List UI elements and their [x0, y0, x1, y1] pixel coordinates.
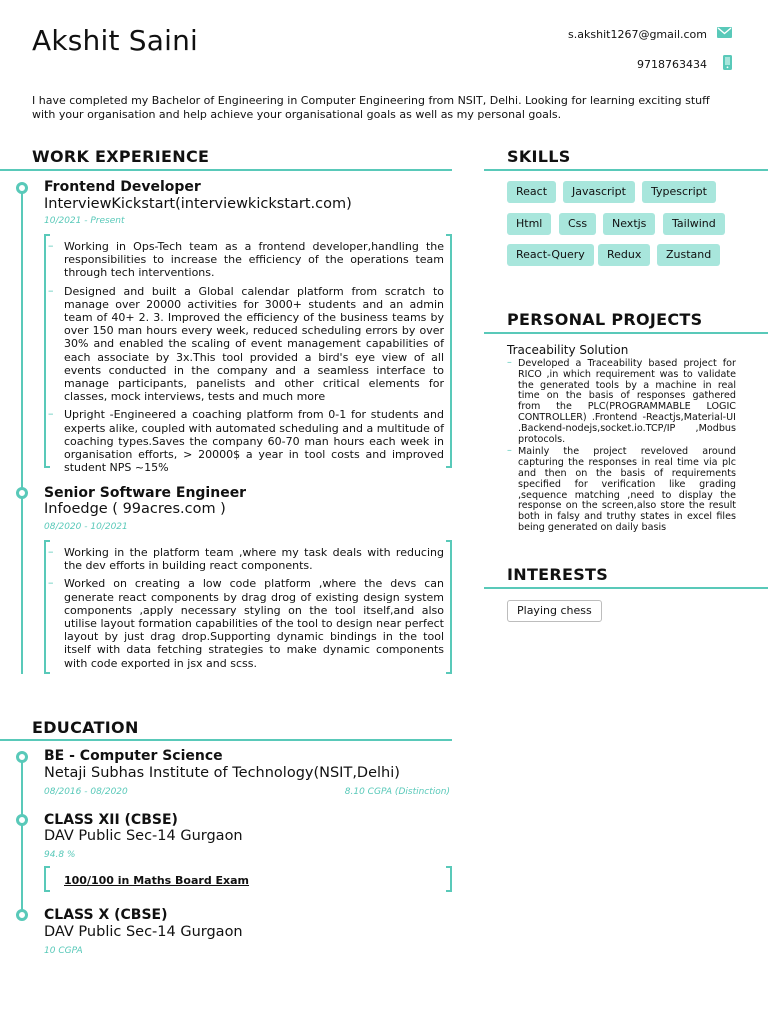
education-grade: 10 CGPA [44, 946, 83, 956]
job-bullet: – Designed and built a Global calendar platform from scratch to manage over 20000 activities for 3000+ students and an admin team of 40+ 2. 3. Improved the efficiency of the business teams by over 150 man hours every week, reduced scheduling errors by over 30% and enabled the scaling of event management capabilities of each associate by 3x.This tool provided a bird's eye view of all events conducted in the company and a seamless interface to manage participants, panelists and other critical elements for classes, mock interviews, tests and much more [46, 285, 444, 404]
skill-chip: Redux [598, 244, 650, 266]
envelope-icon [717, 27, 732, 41]
job-date: 10/2021 - Present [44, 216, 125, 226]
education-divider [0, 739, 452, 741]
job-company: Infoedge ( 99acres.com ) [44, 501, 226, 517]
skill-chip: Tailwind [663, 213, 725, 235]
education-degree: CLASS XII (CBSE) [44, 812, 178, 828]
job-role: Senior Software Engineer [44, 485, 247, 501]
project-bullet: – Mainly the project reveloved around capturing the responses in real time via plc and then on the basis of requirements specified for verification like grading ,sequence matching ,need to display the response on the screen,also store the result both in falsy and truthy states in excel files being generated on daily basis [507, 447, 736, 533]
skill-chip: React [507, 181, 556, 203]
education-school: DAV Public Sec-14 Gurgaon [44, 924, 243, 940]
interests-title: INTERESTS [507, 565, 609, 584]
project-bullets [507, 359, 736, 536]
job-date: 08/2020 - 10/2021 [44, 522, 128, 532]
job-bullet: – Upright -Engineered a coaching platform from 0-1 for students and experts alike, coupled with automated scheduling and a multitude of coaching types.Saves the company 60-70 man hours each week in organisation efforts, > 20000$ a year in tool costs and improved student NPS ~15% [46, 408, 444, 474]
job-bullets [46, 240, 444, 479]
email-contact[interactable] [568, 27, 732, 41]
skill-chip: Css [559, 213, 596, 235]
education-grade: 94.8 % [44, 850, 76, 860]
job-bullets [46, 546, 444, 675]
candidate-name: Akshit Saini [32, 24, 198, 57]
job-bullet: – Working in Ops-Tech team as a frontend developer,handling the responsibilities to increase the efficiency of the operations team through tech interventions. [46, 240, 444, 280]
timeline-dot [16, 751, 28, 763]
interests-divider [484, 587, 768, 589]
education-note: 100/100 in Maths Board Exam [64, 874, 250, 887]
email-text[interactable]: s.akshit1267@gmail.com [568, 27, 707, 41]
project-name: Traceability Solution [507, 343, 629, 357]
projects-title: PERSONAL PROJECTS [507, 310, 703, 329]
job-company: InterviewKickstart(interviewkickstart.com) [44, 196, 352, 212]
skill-chip: Html [507, 213, 551, 235]
skill-chip: React-Query [507, 244, 594, 266]
skills-divider [484, 169, 768, 171]
summary-text: I have completed my Bachelor of Engineering in Computer Engineering from NSIT, Delhi. Looking for learning exciting stuff with your organisation and help achieve your organisational goals as well as my personal goals. [32, 94, 710, 121]
skill-chip: Zustand [657, 244, 720, 266]
education-date: 08/2016 - 08/2020 [44, 787, 128, 797]
job-role: Frontend Developer [44, 179, 201, 195]
timeline-dot [16, 909, 28, 921]
education-school: DAV Public Sec-14 Gurgaon [44, 828, 243, 844]
education-degree: BE - Computer Science [44, 748, 223, 764]
phone-contact[interactable] [637, 55, 732, 73]
timeline-dot [16, 487, 28, 499]
skill-chip: Javascript [563, 181, 635, 203]
work-experience-divider [0, 169, 452, 171]
skill-chip: Nextjs [603, 213, 655, 235]
project-bullet: – Developed a Traceability based project for RICO ,in which requirement was to validate the generated tools by a machine in real time on the basis of responses gathered from the PLC(PROGRAMMABLE LOGIC CONTROLLER) .Frontend -Reactjs,Material-UI .Backend-nodejs,socket.io.TCP/IP ,Modbus protocols. [507, 359, 736, 445]
skill-chip: Typescript [642, 181, 716, 203]
job-bullet: – Worked on creating a low code platform ,where the devs can generate react components by drag drog of existing design system components ,apply necessary styling on the tool itself,and also utilise layout formation capabilities of the tool to design near perfect layout by just drag drop.Supporting dynamic bindings in the tool itself with data fetching strategies to make dynamic components with code exported in jsx and scss. [46, 577, 444, 669]
timeline-dot [16, 814, 28, 826]
education-school: Netaji Subhas Institute of Technology(NSIT,Delhi) [44, 765, 400, 781]
phone-text[interactable]: 9718763434 [637, 57, 707, 71]
education-degree: CLASS X (CBSE) [44, 907, 168, 923]
work-timeline [21, 192, 23, 674]
phone-icon [723, 55, 732, 73]
education-timeline [21, 758, 23, 918]
job-bullet: – Working in the platform team ,where my task deals with reducing the dev efforts in building react components. [46, 546, 444, 572]
education-grade: 8.10 CGPA (Distinction) [344, 787, 450, 797]
education-title: EDUCATION [32, 718, 139, 737]
skills-title: SKILLS [507, 147, 571, 166]
projects-divider [484, 332, 768, 334]
timeline-dot [16, 182, 28, 194]
work-experience-title: WORK EXPERIENCE [32, 147, 210, 166]
interest-tag: Playing chess [507, 600, 602, 622]
